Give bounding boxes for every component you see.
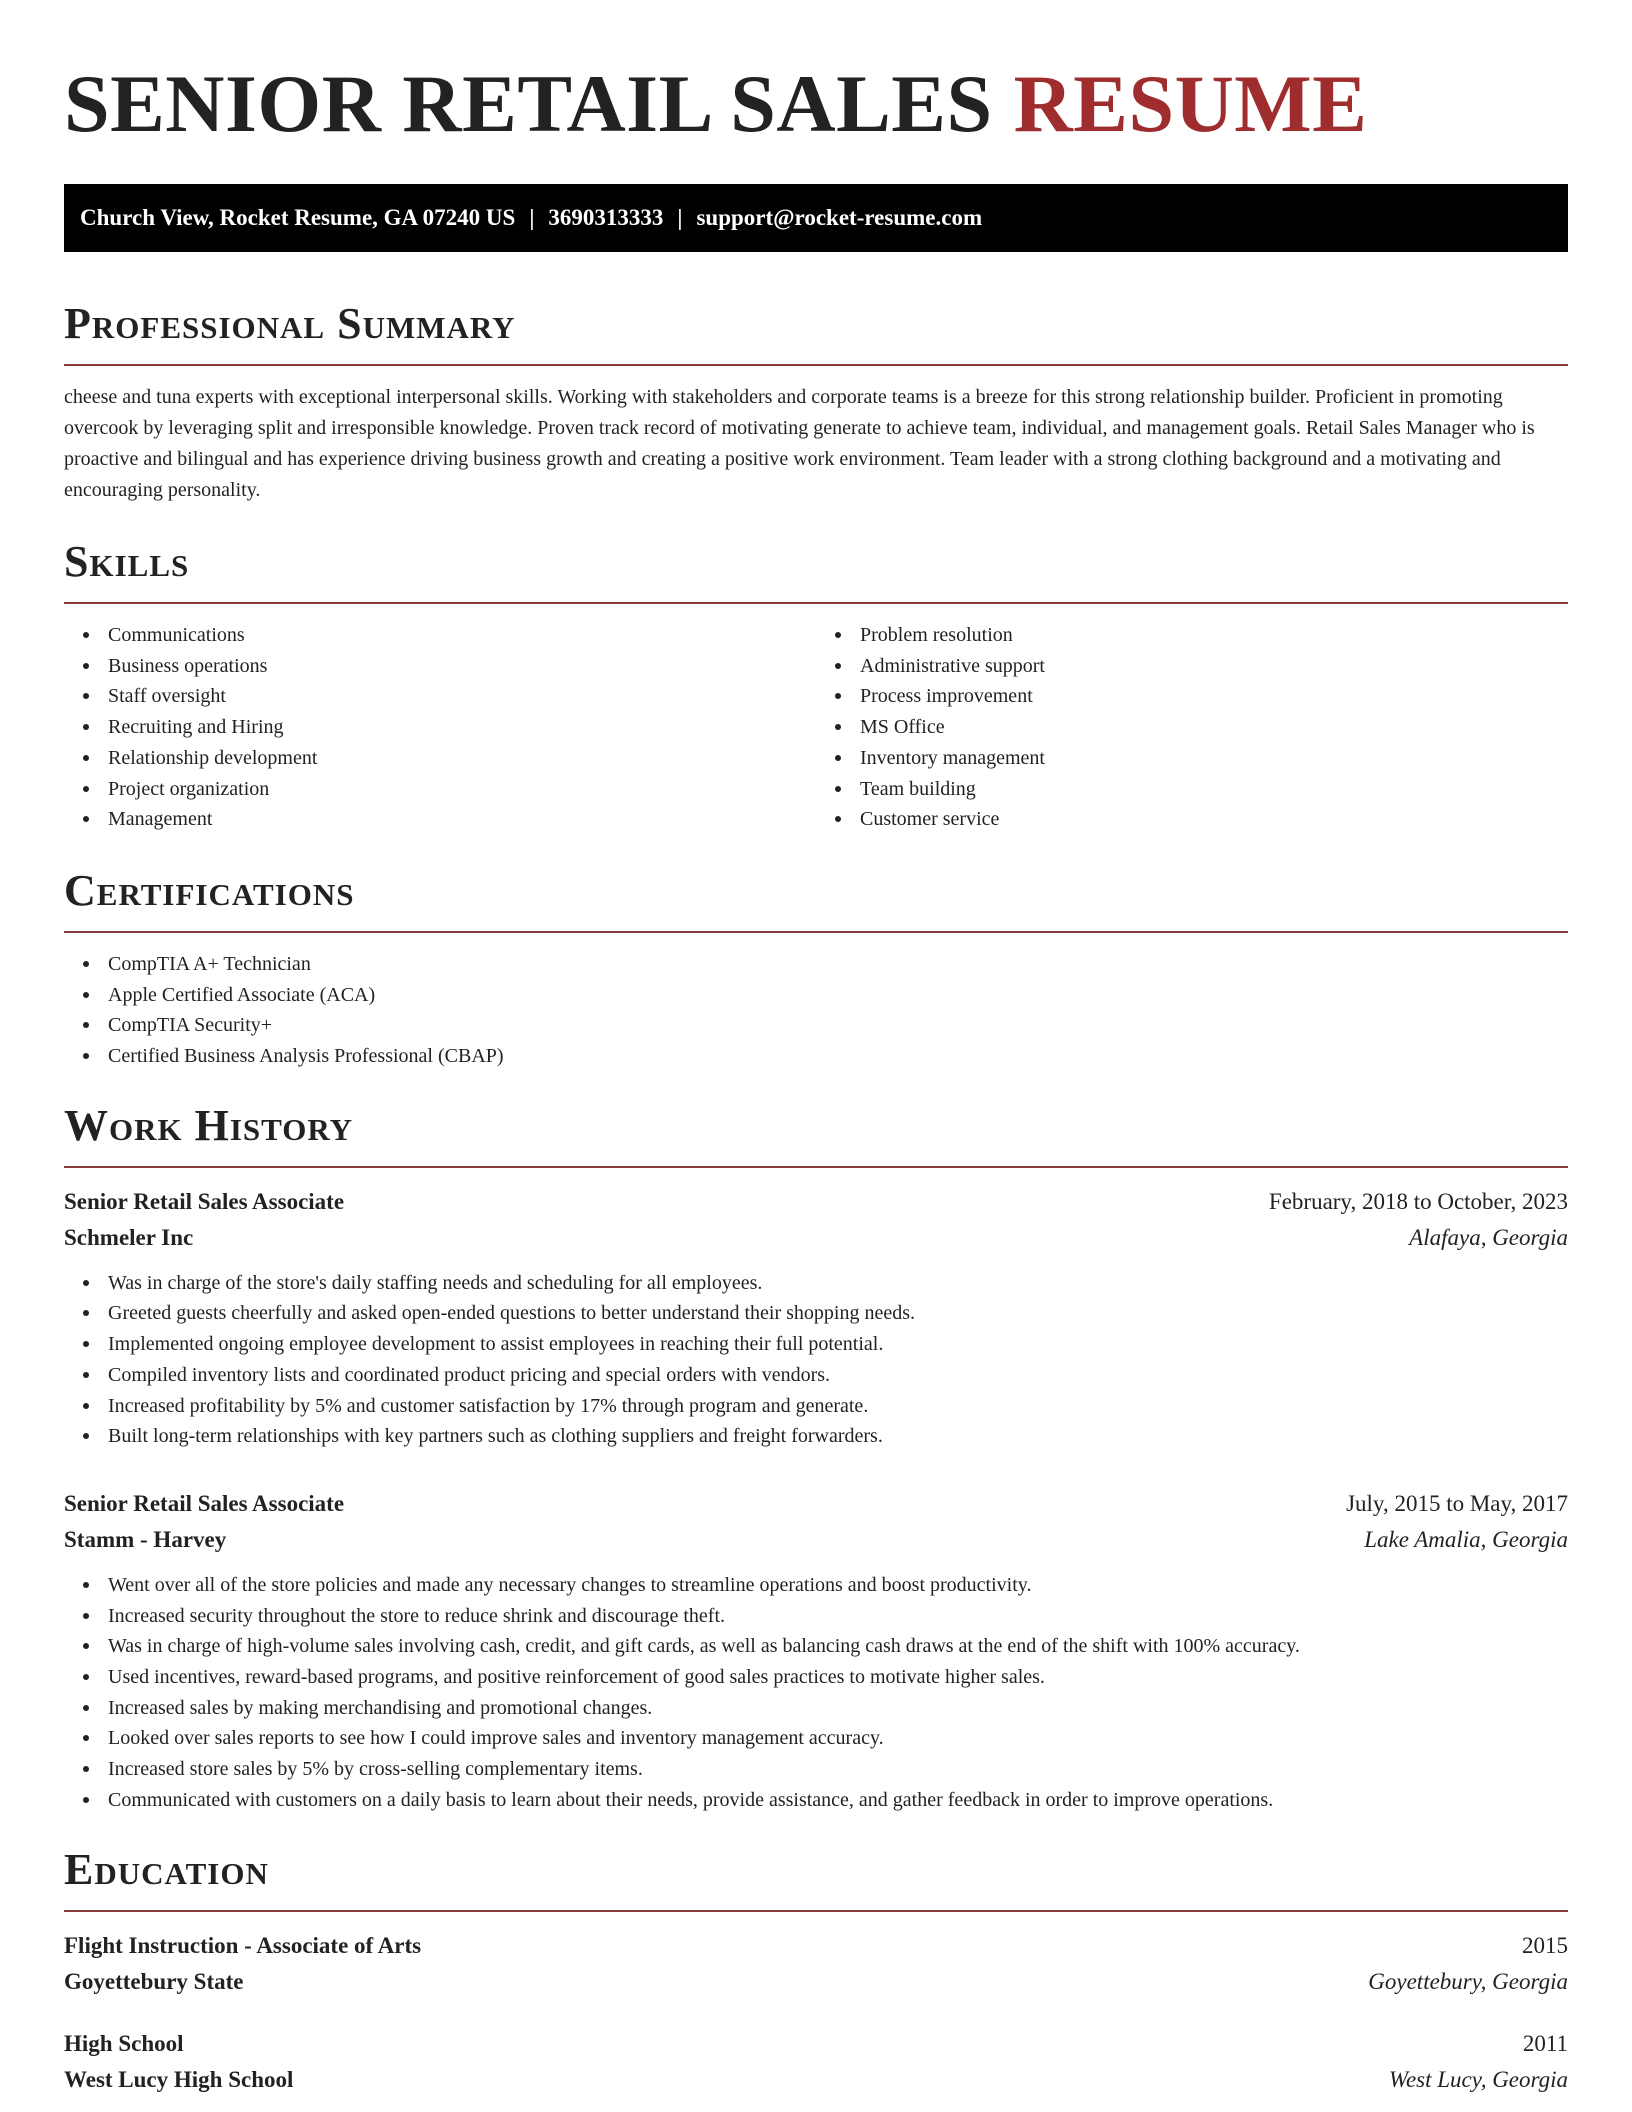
certifications-section xyxy=(64,863,1568,1072)
certification-item: Apple Certified Associate (ACA) xyxy=(108,980,1568,1011)
job-title: Senior Retail Sales Associate xyxy=(64,1188,345,1214)
skill-item: Recruiting and Hiring xyxy=(108,712,816,743)
certifications-heading: Certifications xyxy=(64,865,355,915)
job-bullet: Increased profitability by 5% and customer satisfaction by 17% through program and generate. xyxy=(108,1391,1568,1422)
title-accent: RESUME xyxy=(1013,58,1368,149)
contact-email: support@rocket-resume.com xyxy=(696,205,983,230)
contact-separator: | xyxy=(677,205,683,230)
work-history-heading: Work History xyxy=(64,1100,354,1150)
education-school: West Lucy High School xyxy=(64,2066,294,2092)
education-section xyxy=(64,1842,1568,2098)
contact-separator: | xyxy=(529,205,535,230)
skill-item: Staff oversight xyxy=(108,681,816,712)
job-company: Schmeler Inc xyxy=(64,1224,194,1250)
job-bullet: Communicated with customers on a daily basis to learn about their needs, provide assistance, and gather feedback in order to improve operations. xyxy=(108,1785,1568,1816)
summary-section xyxy=(64,296,1568,506)
job-bullet: Increased security throughout the store to reduce shrink and discourage theft. xyxy=(108,1601,1568,1632)
education-header-row xyxy=(64,1928,1568,1964)
skills-list-right xyxy=(816,620,1568,835)
education-degree: High School xyxy=(64,2030,184,2056)
skill-item: Problem resolution xyxy=(860,620,1568,651)
job-bullet: Increased store sales by 5% by cross-selling complementary items. xyxy=(108,1754,1568,1785)
job-header-row xyxy=(64,1486,1568,1522)
job-company-row xyxy=(64,1522,1568,1558)
skill-item: Business operations xyxy=(108,651,816,682)
job-bullet: Was in charge of the store's daily staffing needs and scheduling for all employees. xyxy=(108,1268,1568,1299)
education-header-row xyxy=(64,2026,1568,2062)
job-dates: February, 2018 to October, 2023 xyxy=(1268,1188,1568,1214)
education-school-row xyxy=(64,1964,1568,2000)
section-divider xyxy=(64,1910,1568,1912)
education-heading: Education xyxy=(64,1844,269,1894)
job-bullet: Implemented ongoing employee development to assist employees in reaching their full potential. xyxy=(108,1329,1568,1360)
job-location: Lake Amalia, Georgia xyxy=(1364,1526,1568,1552)
section-divider xyxy=(64,364,1568,366)
job-bullet: Greeted guests cheerfully and asked open-ended questions to better understand their shopping needs. xyxy=(108,1298,1568,1329)
work-history-section xyxy=(64,1098,1568,1816)
skill-item: Inventory management xyxy=(860,743,1568,774)
education-degree: Flight Instruction - Associate of Arts xyxy=(64,1932,422,1958)
job-company: Stamm - Harvey xyxy=(64,1526,227,1552)
skill-item: Communications xyxy=(108,620,816,651)
skill-item: Relationship development xyxy=(108,743,816,774)
contact-bar xyxy=(64,184,1568,252)
job-bullet: Went over all of the store policies and made any necessary changes to streamline operations and boost productivity. xyxy=(108,1570,1568,1601)
job-header-row xyxy=(64,1184,1568,1220)
job-bullet: Compiled inventory lists and coordinated product pricing and special orders with vendors. xyxy=(108,1360,1568,1391)
job-bullets xyxy=(64,1268,1568,1452)
job-dates: July, 2015 to May, 2017 xyxy=(1346,1490,1568,1516)
job-bullet: Increased sales by making merchandising and promotional changes. xyxy=(108,1693,1568,1724)
education-location: Goyettebury, Georgia xyxy=(1368,1968,1568,1994)
education-year: 2015 xyxy=(1522,1932,1568,1958)
job-entry xyxy=(64,1184,1568,1452)
summary-heading: Professional Summary xyxy=(64,299,516,348)
contact-address: Church View, Rocket Resume, GA 07240 US xyxy=(80,205,516,230)
job-title: Senior Retail Sales Associate xyxy=(64,1490,345,1516)
skill-item: Process improvement xyxy=(860,681,1568,712)
certification-item: Certified Business Analysis Professional (CBAP) xyxy=(108,1041,1568,1072)
job-bullet: Used incentives, reward-based programs, and positive reinforcement of good sales practices to motivate higher sales. xyxy=(108,1662,1568,1693)
job-bullet: Looked over sales reports to see how I could improve sales and inventory management accuracy. xyxy=(108,1723,1568,1754)
skill-item: Project organization xyxy=(108,774,816,805)
job-company-row xyxy=(64,1220,1568,1256)
certification-item: CompTIA A+ Technician xyxy=(108,949,1568,980)
section-divider xyxy=(64,931,1568,933)
certification-item: CompTIA Security+ xyxy=(108,1010,1568,1041)
education-entry xyxy=(64,1928,1568,2000)
skill-item: MS Office xyxy=(860,712,1568,743)
skill-item: Customer service xyxy=(860,804,1568,835)
education-year: 2011 xyxy=(1522,2030,1568,2056)
contact-phone: 3690313333 xyxy=(548,205,664,230)
certifications-list xyxy=(64,949,1568,1072)
skills-section xyxy=(64,534,1568,835)
education-entry xyxy=(64,2026,1568,2098)
skill-item: Management xyxy=(108,804,816,835)
job-bullet: Built long-term relationships with key partners such as clothing suppliers and freight forwarders. xyxy=(108,1421,1568,1452)
skills-list-left xyxy=(64,620,816,835)
education-school: Goyettebury State xyxy=(64,1968,244,1994)
resume-title xyxy=(64,0,1568,150)
summary-text: cheese and tuna experts with exceptional interpersonal skills. Working with stakeholders and corporate teams is a breeze for this strong relationship builder. Proficient in promoting overcook by leveraging split and irresponsible knowledge. Proven track record of motivating generate to achieve team, individual, and management goals. Retail Sales Manager who is proactive and bilingual and has experience driving business growth and creating a positive work environment. Team leader with a strong clothing background and a motivating and encouraging personality. xyxy=(64,386,1535,501)
job-bullets xyxy=(64,1570,1568,1816)
job-location: Alafaya, Georgia xyxy=(1409,1224,1568,1250)
education-school-row xyxy=(64,2062,1568,2098)
skill-item: Team building xyxy=(860,774,1568,805)
skills-heading: Skills xyxy=(64,537,190,586)
title-main: SENIOR RETAIL SALES xyxy=(64,58,993,149)
skills-grid xyxy=(64,604,1568,835)
job-bullet: Was in charge of high-volume sales involving cash, credit, and gift cards, as well as balancing cash draws at the end of the shift with 100% accuracy. xyxy=(108,1631,1568,1662)
section-divider xyxy=(64,1166,1568,1168)
skill-item: Administrative support xyxy=(860,651,1568,682)
education-location: West Lucy, Georgia xyxy=(1388,2066,1568,2092)
job-entry xyxy=(64,1486,1568,1816)
